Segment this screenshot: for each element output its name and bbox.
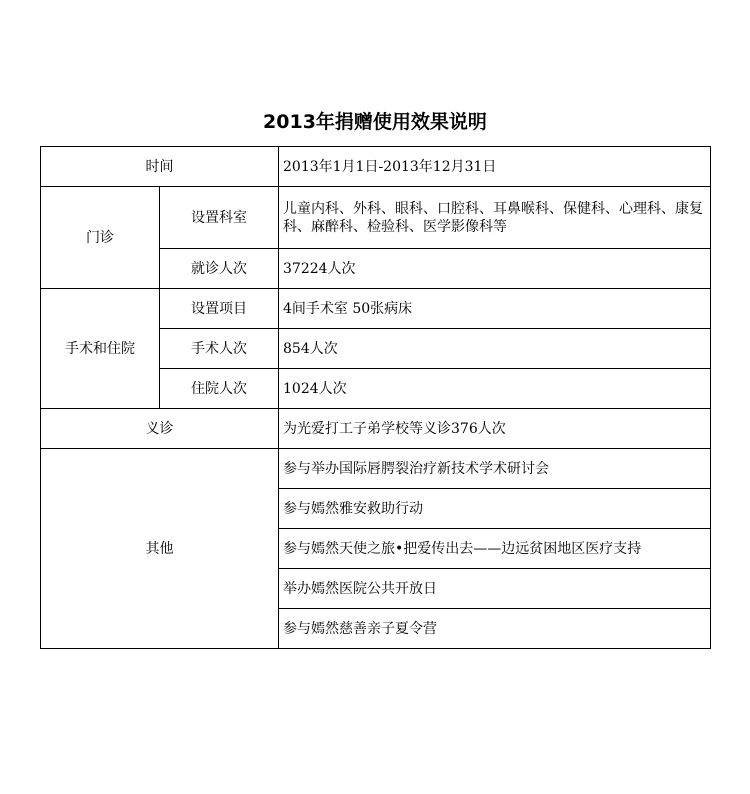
time-label: 时间 bbox=[41, 147, 279, 187]
clinic-departments-value: 儿童内科、外科、眼科、口腔科、耳鼻喉科、保健科、心理科、康复科、麻醉科、检验科、医学影像科等 bbox=[279, 187, 711, 249]
table-row-volunteer bbox=[41, 409, 711, 449]
table-row-clinic-departments bbox=[41, 187, 711, 249]
other-item: 参与嫣然慈善亲子夏令营 bbox=[279, 609, 711, 649]
clinic-label: 门诊 bbox=[41, 187, 160, 289]
surgery-operations-label: 手术人次 bbox=[160, 329, 279, 369]
surgery-inpatients-label: 住院人次 bbox=[160, 369, 279, 409]
clinic-visits-label: 就诊人次 bbox=[160, 249, 279, 289]
report-table bbox=[40, 146, 711, 649]
other-item: 举办嫣然医院公共开放日 bbox=[279, 569, 711, 609]
time-value: 2013年1月1日-2013年12月31日 bbox=[279, 147, 711, 187]
clinic-departments-label: 设置科室 bbox=[160, 187, 279, 249]
table-row-time bbox=[41, 147, 711, 187]
other-item: 参与举办国际唇腭裂治疗新技术学术研讨会 bbox=[279, 449, 711, 489]
other-label: 其他 bbox=[41, 449, 279, 649]
page-title: 2013年捐赠使用效果说明 bbox=[263, 111, 487, 133]
other-item: 参与嫣然天使之旅•把爱传出去——边远贫困地区医疗支持 bbox=[279, 529, 711, 569]
table-row-other-1 bbox=[41, 449, 711, 489]
surgery-facilities-value: 4间手术室 50张病床 bbox=[279, 289, 711, 329]
table-row-surgery-facilities bbox=[41, 289, 711, 329]
other-item: 参与嫣然雅安救助行动 bbox=[279, 489, 711, 529]
clinic-visits-value: 37224人次 bbox=[279, 249, 711, 289]
volunteer-label: 义诊 bbox=[41, 409, 279, 449]
surgery-facilities-label: 设置项目 bbox=[160, 289, 279, 329]
surgery-operations-value: 854人次 bbox=[279, 329, 711, 369]
volunteer-value: 为光爱打工子弟学校等义诊376人次 bbox=[279, 409, 711, 449]
surgery-label: 手术和住院 bbox=[41, 289, 160, 409]
surgery-inpatients-value: 1024人次 bbox=[279, 369, 711, 409]
